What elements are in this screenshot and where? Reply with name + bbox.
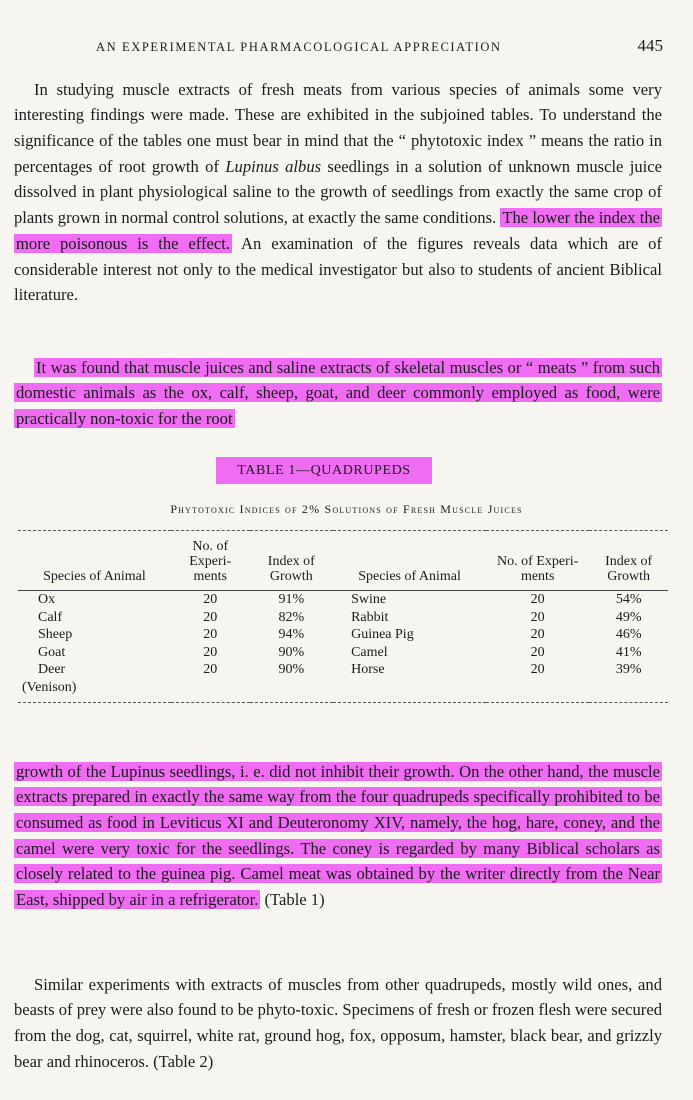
- header-experiments-right: No. of Experi- ments: [486, 531, 589, 591]
- index-cell: 91%: [278, 592, 305, 607]
- experiments-cell: 20: [530, 644, 545, 660]
- finding-paragraph-continued: [14, 759, 662, 913]
- table-row: [18, 609, 668, 627]
- experiments-cell: 20: [203, 609, 218, 625]
- table-row: [18, 591, 668, 609]
- highlight-toxic-finding: growth of the Lupinus seedlings, i. e. did not inhibit their growth. On the other hand, the muscle extracts prepared in exactly the same way from the four quadrupeds specifically prohibited to be consumed as food in Leviticus XI and Deuteronomy XIV, namely, the hog, hare, coney, and the camel were very toxic for the seedlings. The coney is regarded by many Biblical scholars as closely related to the guinea pig. Camel meat was obtained by the writer directly from the Near East, shipped by air in a refrigerator.: [16, 761, 660, 910]
- index-cell: 90%: [278, 644, 305, 660]
- experiments-cell: 20: [530, 592, 545, 607]
- phytotoxic-table: [18, 530, 668, 703]
- header-experiments-left: No. of Experi- ments: [171, 531, 250, 591]
- finding-paragraph-start: [14, 355, 662, 432]
- running-head: [96, 36, 663, 55]
- intro-text-1: In studying muscle extracts of fresh meats from various species of animals some very interesting findings were made. These are exhibited in the subjoined tables. To understand the significance of the tables one must bear in mind that the “ phytotoxic index ” means the ratio in percentages of root growth of: [14, 79, 662, 176]
- experiments-cell: 20: [203, 627, 218, 642]
- species-cell: Rabbit: [351, 609, 389, 625]
- species-cell: Guinea Pig: [351, 627, 414, 642]
- experiments-cell: 20: [530, 662, 545, 677]
- header-index-right: Index of Growth: [589, 531, 668, 591]
- table-title: TABLE 1—QUADRUPEDS: [216, 457, 432, 484]
- header-index-left: Index of Growth: [250, 531, 334, 591]
- index-cell: 54%: [615, 592, 642, 607]
- header-species-left: Species of Animal: [18, 531, 171, 591]
- index-cell: 39%: [615, 662, 642, 677]
- highlight-nontoxic-finding: It was found that muscle juices and saline extracts of skeletal muscles or “ meats ” from such domestic animals as the ox, calf, sheep, goat, and deer commonly employed as food, were practically non-toxic for the root: [16, 357, 660, 428]
- experiments-cell: 20: [530, 609, 545, 625]
- intro-paragraph: [14, 77, 662, 308]
- page-number: 445: [637, 36, 663, 55]
- header-species-right: Species of Animal: [333, 531, 486, 591]
- index-cell: 41%: [615, 644, 642, 660]
- species-cell: Camel: [351, 644, 388, 660]
- species-cell: Swine: [351, 592, 387, 607]
- table-row: [18, 644, 668, 662]
- species-cell: Calf: [38, 609, 63, 625]
- table-reference: (Table 1): [260, 890, 325, 910]
- running-title: AN EXPERIMENTAL PHARMACOLOGICAL APPRECIATION: [96, 40, 502, 54]
- data-table: [18, 530, 668, 703]
- species-cell: Goat: [38, 644, 66, 660]
- species-name-deer: Deer: [38, 662, 66, 677]
- intro-text-3: An examination of the figures reveals data which are of considerable interest not only to the medical investigator but also to students of ancient Biblical literature.: [14, 233, 662, 305]
- highlight-index-sentence: The lower the index the more poisonous is the effect.: [16, 208, 660, 253]
- intro-text-2: seedlings in a solution of unknown muscle juice dissolved in plant physiological saline to the growth of seedlings from exactly the same crop of plants grown in normal control solutions, at exactly the same conditions.: [14, 156, 662, 228]
- species-cell: Ox: [38, 592, 56, 607]
- index-cell: 46%: [615, 627, 642, 642]
- index-cell: 49%: [615, 609, 642, 625]
- table-header-row: [18, 531, 668, 591]
- experiments-cell: 20: [203, 644, 218, 660]
- species-subname: (Venison): [22, 679, 77, 695]
- experiments-cell: 20: [203, 592, 218, 607]
- species-cell: [18, 661, 171, 703]
- table-row: [18, 626, 668, 644]
- experiments-cell: 20: [530, 627, 545, 642]
- index-cell: 90%: [278, 662, 305, 677]
- index-cell: 94%: [278, 627, 305, 642]
- table-caption: Phytotoxic Indices of 2% Solutions of Fresh Muscle Juices: [170, 502, 523, 516]
- closing-paragraph: Similar experiments with extracts of muscles from other quadrupeds, mostly wild ones, and beasts of prey were also found to be phyto-toxic. Specimens of fresh or frozen flesh were secured from the dog, cat, squirrel, white rat, ground hog, fox, opposum, hamster, black bear, and grizzly bear and rhinoceros. (Table 2): [14, 974, 662, 1071]
- table-row: [18, 661, 668, 703]
- species-cell: Sheep: [38, 627, 73, 642]
- experiments-cell: 20: [203, 662, 218, 677]
- index-cell: 82%: [278, 609, 305, 625]
- species-cell: Horse: [351, 662, 385, 677]
- species-name: Lupinus albus: [225, 156, 322, 176]
